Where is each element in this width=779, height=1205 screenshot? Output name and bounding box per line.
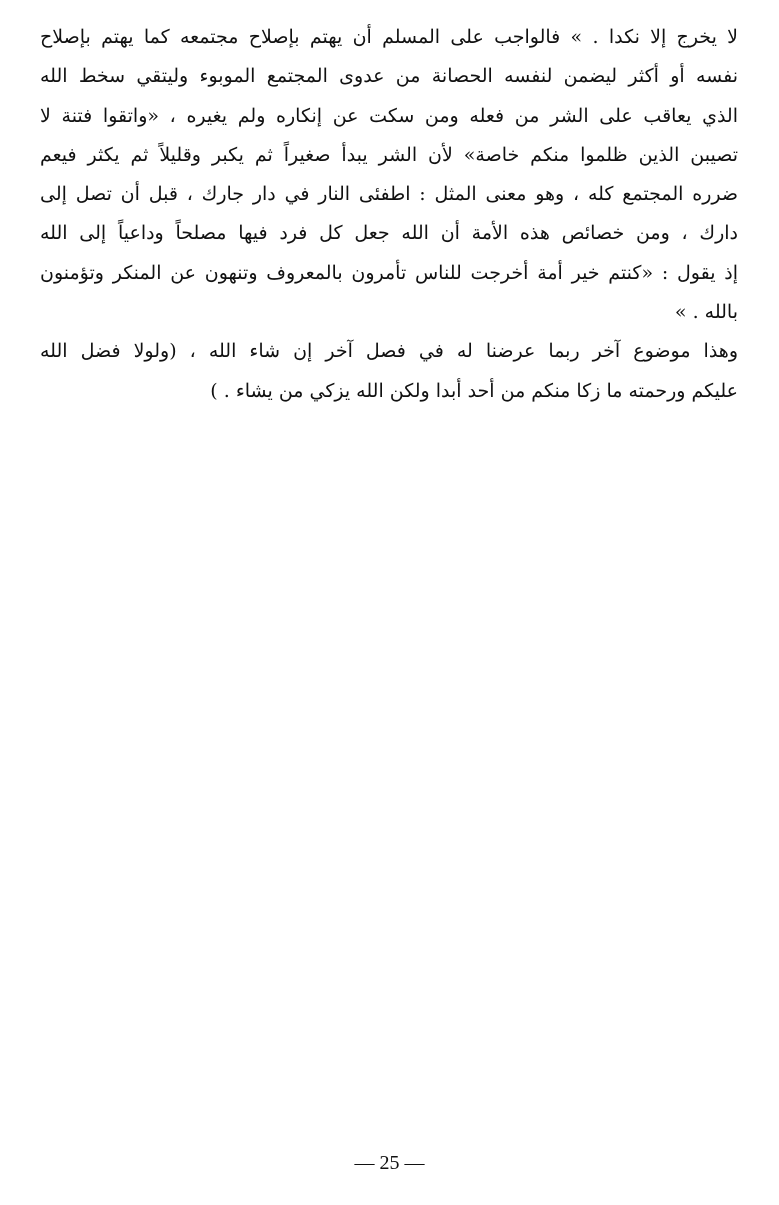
text-line: نفسه أو أكثر ليضمن لنفسه الحصانة من عدوى المجتمع الموبوء وليتقي سخط الله [40, 65, 738, 88]
page-number: — 25 — [354, 1152, 425, 1174]
text-line: الذي يعاقب على الشر من فعله ومن سكت عن إنكاره ولم يغيره ، «واتقوا فتنة لا [40, 104, 738, 127]
text-line: لا يخرج إلا نكدا . » فالواجب على المسلم أن يهتم بإصلاح مجتمعه كما يهتم بإصلاح [40, 26, 738, 48]
text-line: بالله . » [674, 301, 738, 324]
text-line: إذ يقول : «كنتم خير أمة أخرجت للناس تأمرون بالمعروف وتنهون عن المنكر وتؤمنون [40, 261, 738, 284]
body-text [40, 18, 738, 411]
paragraph-2 [40, 332, 738, 411]
text-line: تصيبن الذين ظلموا منكم خاصة» لأن الشر يبدأ صغيراً ثم يكبر وقليلاً ثم يكثر فيعم [40, 143, 738, 166]
paragraph-1 [40, 18, 738, 332]
text-line: عليكم ورحمته ما زكا منكم من أحد أبدا ولكن الله يزكي من يشاء . ) [210, 379, 738, 402]
text-line: وهذا موضوع آخر ربما عرضنا له في فصل آخر إن شاء الله ، (ولولا فضل الله [40, 340, 738, 363]
text-line: دارك ، ومن خصائص هذه الأمة أن الله جعل كل فرد فيها مصلحاً وداعياً إلى الله [40, 222, 738, 245]
text-line: ضرره المجتمع كله ، وهو معنى المثل : اطفئى النار في دار جارك ، قبل أن تصل إلى [40, 183, 738, 206]
